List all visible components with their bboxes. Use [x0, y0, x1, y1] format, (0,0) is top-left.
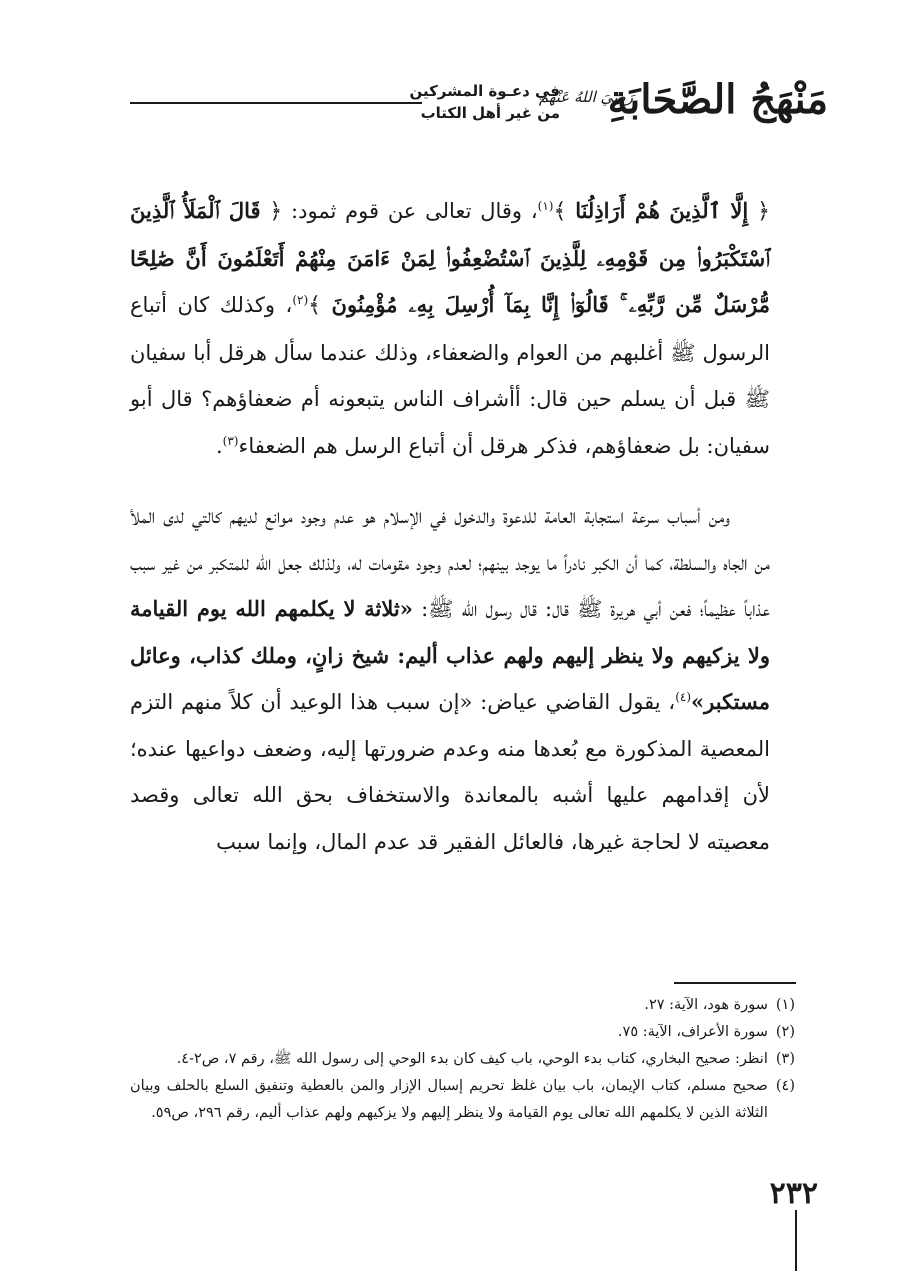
footnote-number: (١) [775, 997, 795, 1013]
hadith-quote: «ثلاثة لا يكلمهم الله يوم القيامة ولا يزكيهم ولا ينظر إليهم ولهم عذاب أليم: شيخ زانٍ، وملك كذاب، وعائل مستكبر» [130, 596, 770, 714]
footnote-ref-1: (١) [537, 199, 554, 213]
footnote-text: سورة هود، الآية: ٢٧. [644, 997, 768, 1013]
footnote-ref-2: (٢) [292, 293, 309, 307]
footnote-item [130, 1046, 795, 1073]
footnotes [130, 992, 795, 1127]
footnote-number: (٣) [775, 1051, 795, 1067]
paragraph-1-text-b: ، وكذلك كان أتباع الرسول ﷺ أغلبهم من العوام والضعفاء، وذلك عندما سأل هرقل أبا سفيان ﷺ قبل أن يسلم حين قال: أأشراف الناس يتبعونه أم ضعفاؤهم؟ قال أبو سفيان: بل ضعفاؤهم، فذكر هرقل أن أتباع الرسل هم الضعفاء [130, 293, 770, 458]
quran-bracket-close: ﴾ [553, 199, 567, 224]
page-number-rule [795, 1210, 797, 1271]
paragraph-1 [130, 188, 770, 469]
page-header [130, 60, 828, 140]
subtitle-line-1: في دعـوة المشركين [409, 82, 560, 100]
footnote-ref-3: (٣) [222, 433, 239, 448]
paragraph-2-text-a: ومن أسباب سرعة استجابة العامة للدعوة والدخول في الإسلام هو عدم وجود موانع لديهم كالتي لدى الملأ من الجاه والسلطة، كما أن الكبر نادراً ما يوجد بينهم؛ لعدم وجود مقومات له، ولذلك جعل الله للمتكبر من غير سبب عذاباً عظيماً؛ فعن أبي هريرة ﷺ قال: قال رسول الله ﷺ: [130, 504, 770, 621]
footnote-separator [674, 982, 796, 984]
quran-bracket-close: ﴾ [308, 293, 322, 318]
paragraph-1-text-a: ، وقال تعالى عن قوم ثمود: [291, 199, 538, 223]
main-text [130, 188, 770, 865]
quran-verse-hud: إِلَّا ٱلَّذِينَ هُمْ أَرَاذِلُنَا [575, 198, 749, 223]
footnote-item [130, 1073, 795, 1127]
quran-verse-araf: قَالَ ٱلْمَلَأُ ٱلَّذِينَ ٱسْتَكْبَرُوا۟ مِن قَوْمِهِۦ لِلَّذِينَ ٱسْتُضْعِفُوا۟ لِمَنْ ءَامَنَ مِنْهُمْ أَتَعْلَمُونَ أَنَّ صَٰلِحًا مُّرْسَلٌ مِّن رَّبِّهِۦ ۚ قَالُوٓا۟ إِنَّا بِمَآ أُرْسِلَ بِهِۦ مُؤْمِنُونَ [130, 198, 770, 317]
book-subtitle [409, 80, 560, 124]
paragraph-1-end: . [215, 433, 223, 458]
quran-bracket-open: ﴿ [757, 199, 770, 224]
page-number: ٢٣٢ [769, 1176, 818, 1211]
quran-bracket-open: ﴿ [269, 199, 283, 224]
footnote-text: انظر: صحيح البخاري، كتاب بدء الوحي، باب كيف كان بدء الوحي إلى رسول الله ﷺ، رقم ٧، ص٢-٤. [176, 1051, 768, 1067]
subtitle-line-2: من غير أهل الكتاب [420, 104, 560, 122]
footnote-number: (٢) [775, 1024, 795, 1040]
footnote-text: صحيح مسلم، كتاب الإيمان، باب بيان غلظ تحريم إسبال الإزار والمن بالعطية وتنفيق السلع بالحلف وبيان الثلاثة الذين لا يكلمهم الله تعالى يوم القيامة ولا ينظر إليهم ولا يزكيهم ولهم عذاب أليم، رقم ٢٩٦، ص٥٩. [130, 1078, 768, 1121]
footnote-item [130, 1019, 795, 1046]
honorific-phrase: رَضِيَ اللهُ عَنْهُمْ [538, 88, 633, 106]
footnote-text: سورة الأعراف، الآية: ٧٥. [617, 1024, 768, 1040]
footnote-number: (٤) [775, 1078, 795, 1094]
footnote-ref-4: (٤) [675, 690, 692, 704]
paragraph-2 [130, 493, 770, 865]
paragraph-2-text-b: ، يقول القاضي عياض: «إن سبب هذا الوعيد أن كلاً منهم التزم المعصية المذكورة مع بُعدها منه وعدم ضرورتها إليه، وضعف دواعيها عنده؛ لأن إقدامهم عليها أشبه بالمعاندة والاستخفاف بحق الله تعالى وقصد معصيته لا لحاجة غيرها، فالعائل الفقير قد عدم المال، وإنما سبب [130, 690, 770, 854]
book-title-logo: مَنْهَجُ الصَّحَابَةِ [607, 76, 828, 123]
footnote-item [130, 992, 795, 1019]
header-rule [130, 102, 422, 104]
